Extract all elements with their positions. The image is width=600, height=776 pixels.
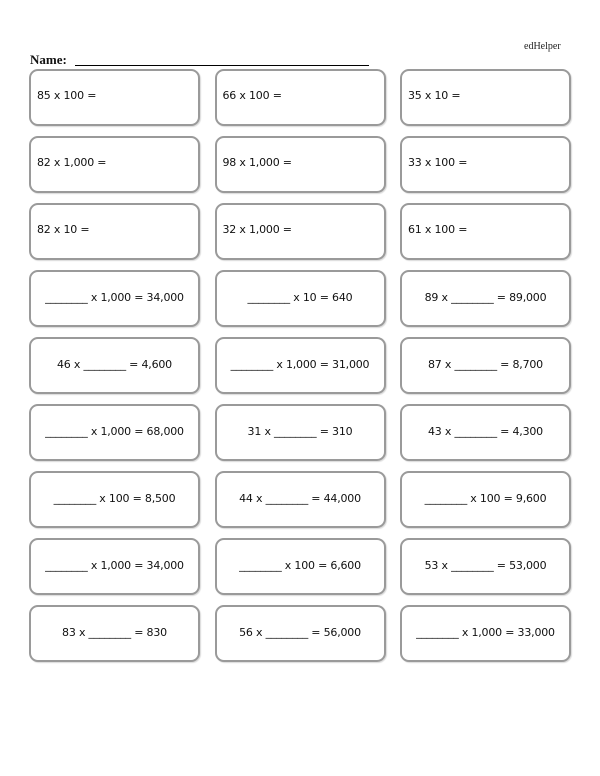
problem-box[interactable] — [400, 538, 571, 595]
problem-text: 31 x ________ = 310 — [247, 425, 353, 438]
problem-box[interactable] — [215, 203, 386, 260]
problem-text: ________ x 100 = 8,500 — [53, 492, 176, 505]
problem-text: 82 x 10 = — [37, 223, 90, 236]
name-row — [30, 52, 369, 68]
problem-text: 53 x ________ = 53,000 — [424, 559, 547, 572]
problem-text: 83 x ________ = 830 — [62, 626, 167, 639]
problem-box[interactable] — [400, 471, 571, 528]
problem-box[interactable] — [29, 203, 200, 260]
name-label: Name: — [30, 52, 67, 67]
problem-text: ________ x 100 = 9,600 — [424, 492, 547, 505]
problem-box[interactable] — [400, 203, 571, 260]
problem-grid — [29, 69, 571, 662]
problem-box[interactable] — [400, 136, 571, 193]
problem-box[interactable] — [215, 136, 386, 193]
problem-box[interactable] — [29, 136, 200, 193]
problem-text: 87 x ________ = 8,700 — [427, 358, 543, 371]
problem-text: ________ x 1,000 = 34,000 — [45, 291, 184, 304]
problem-box[interactable] — [29, 270, 200, 327]
name-write-line[interactable] — [75, 65, 369, 66]
problem-box[interactable] — [215, 404, 386, 461]
problem-box[interactable] — [400, 270, 571, 327]
problem-text: 66 x 100 = — [222, 89, 282, 102]
problem-text: ________ x 1,000 = 34,000 — [45, 559, 184, 572]
problem-text: ________ x 100 = 6,600 — [239, 559, 361, 572]
problem-box[interactable] — [29, 337, 200, 394]
problem-box[interactable] — [29, 538, 200, 595]
problem-box[interactable] — [215, 538, 386, 595]
problem-box[interactable] — [29, 404, 200, 461]
problem-box[interactable] — [215, 69, 386, 126]
problem-box[interactable] — [29, 69, 200, 126]
problem-text: ________ x 10 = 640 — [247, 291, 353, 304]
problem-text: 56 x ________ = 56,000 — [239, 626, 361, 639]
problem-text: 32 x 1,000 = — [222, 223, 292, 236]
problem-text: 46 x ________ = 4,600 — [56, 358, 172, 371]
problem-text: 43 x ________ = 4,300 — [427, 425, 543, 438]
problem-box[interactable] — [215, 270, 386, 327]
problem-box[interactable] — [215, 471, 386, 528]
problem-box[interactable] — [29, 471, 200, 528]
brand-label: edHelper — [524, 41, 561, 52]
problem-text: ________ x 1,000 = 33,000 — [416, 626, 555, 639]
problem-text: 98 x 1,000 = — [222, 156, 292, 169]
problem-box[interactable] — [215, 605, 386, 662]
problem-text: 33 x 100 = — [408, 156, 468, 169]
problem-text: 44 x ________ = 44,000 — [239, 492, 361, 505]
problem-text: ________ x 1,000 = 68,000 — [45, 425, 184, 438]
problem-text: 82 x 1,000 = — [37, 156, 107, 169]
problem-text: ________ x 1,000 = 31,000 — [230, 358, 370, 371]
problem-box[interactable] — [29, 605, 200, 662]
problem-box[interactable] — [400, 404, 571, 461]
problem-box[interactable] — [400, 605, 571, 662]
problem-box[interactable] — [400, 337, 571, 394]
problem-box[interactable] — [400, 69, 571, 126]
problem-text: 85 x 100 = — [37, 89, 97, 102]
problem-text: 61 x 100 = — [408, 223, 468, 236]
problem-box[interactable] — [215, 337, 386, 394]
problem-text: 35 x 10 = — [408, 89, 461, 102]
problem-text: 89 x ________ = 89,000 — [424, 291, 547, 304]
